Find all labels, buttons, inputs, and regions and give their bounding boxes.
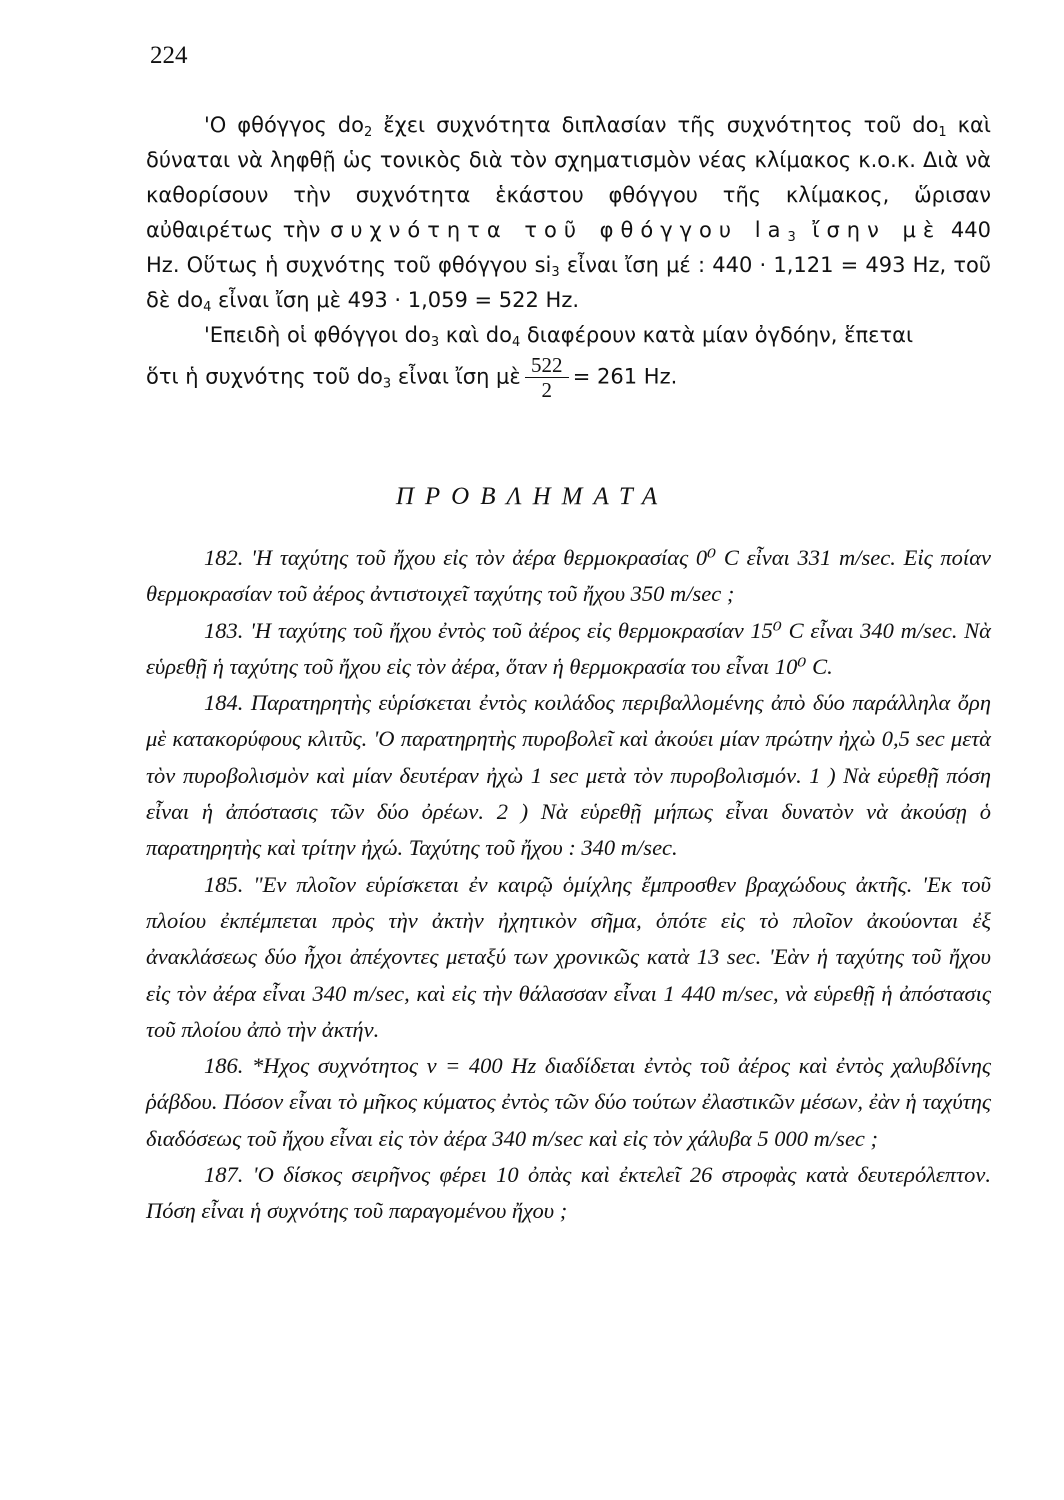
problem-186: 186. *Ηχος συχνότητος ν = 400 Hz διαδίδεται ἐντὸς τοῦ ἀέρος καὶ ἐντὸς χαλυβδίνης ῥάβδου. Πόσον εἶναι τὸ μῆκος κύματος ἐντὸς τῶν δύο τούτων ἐλαστικῶν μέσων, ἐὰν ἡ ταχύτης διαδόσεως τοῦ ἤχου εἶναι εἰς τὸν ἀέρα 340 m/sec καὶ εἰς τὸν χάλυβα 5 000 m/sec ; xyxy=(146,1053,991,1151)
problem-187: 187. 'Ο δίσκος σειρῆνος φέρει 10 ὀπὰς καὶ ἐκτελεῖ 26 στροφὰς κατὰ δευτερόλεπτον. Πόση εἶναι ἡ συχνότης τοῦ παραγομένου ἤχου ; xyxy=(146,1162,991,1224)
fraction-numerator: 522 xyxy=(525,353,569,378)
page-number: 224 xyxy=(150,42,188,69)
problems-list xyxy=(146,540,991,1230)
section-heading: ΠΡΟΒΛΗΜΑΤΑ xyxy=(395,483,669,510)
intro-paragraph-1: 'Ο φθόγγος $do_2$ ἔχει συχνότητα διπλασίαν τῆς συχνότητος τοῦ $do_1$ καὶ δύναται νὰ ληφθῇ ὡς τονικὸς διὰ τὸν σχηματισμὸν νέας κλίμακος κ.ο.κ. Διὰ νὰ καθορίσουν τὴν συχνότητα ἑκάστου φθόγγου τῆς κλίμακος, ὥρισαν αὐθαιρέτως τὴν συχνότητα τοῦ φθόγγου $la_3$ ἴσην μὲ 440 Hz. Οὕτως ἡ συχνότης τοῦ φθόγγου $si_3$ εἶναι ἴση μέ : 440 · 1,121 = 493 Hz, τοῦ δὲ $do_4$ εἶναι ἴση μὲ 493 · 1,059 = 522 Hz. xyxy=(146,113,991,315)
problem-184: 184. Παρατηρητὴς εὑρίσκεται ἐντὸς κοιλάδος περιβαλλομένης ἀπὸ δύο παράλληλα ὄρη μὲ κατακορύφους κλιτῦς. 'Ο παρατηρητὴς πυροβολεῖ καὶ ἀκούει μίαν πρώτην ἠχὼ 0,5 sec μετὰ τὸν πυροβολισμὸν καὶ μίαν δευτέραν ἠχὼ 1 sec μετὰ τὸν πυροβολισμόν. 1 ) Νὰ εὑρεθῇ πόση εἶναι ἡ ἀπόστασις τῶν δύο ὀρέων. 2 ) Νὰ εὑρεθῇ μήπως εἶναι δυνατὸν νὰ ἀκούσῃ ὁ παρατηρητὴς καὶ τρίτην ἠχώ. Ταχύτης τοῦ ἤχου : 340 m/sec. xyxy=(146,690,991,861)
problem-185: 185. "Εν πλοῖον εὑρίσκεται ἐν καιρῷ ὁμίχλης ἔμπροσθεν βραχώδους ἀκτῆς. 'Εκ τοῦ πλοίου ἐκπέμπεται πρὸς τὴν ἀκτὴν ἠχητικὸν σῆμα, ὁπότε εἰς τὸ πλοῖον ἀκούονται ἐξ ἀνακλάσεως δύο ἦχοι ἀπέχοντες μεταξύ των χρονικῶς κατὰ 13 sec. 'Εὰν ἡ ταχύτης τοῦ ἤχου εἰς τὸν ἀέρα εἶναι 340 m/sec, καὶ εἰς τὴν θάλασσαν εἶναι 1 440 m/sec, νὰ εὑρεθῇ ἡ ἀπόστασις τοῦ πλοίου ἀπὸ τὴν ἀκτήν. xyxy=(146,871,991,1042)
intro-paragraph-2: 'Επειδὴ οἱ φθόγγοι $do_3$ καὶ $do_4$ διαφέρουν κατὰ μίαν ὀγδόην, ἕπεται xyxy=(204,323,914,350)
intro-equation-line: ὅτι ἡ συχνότης τοῦ $do_3$ εἶναι ἴση μὲ $\frac{522}{2}$ = 261 Hz. xyxy=(146,353,678,402)
intro-text xyxy=(146,108,991,402)
problem-182: 182. 'Η ταχύτης τοῦ ἤχου εἰς τὸν ἀέρα θερμοκρασίας 0⁰ C εἶναι 331 m/sec. Εἰς ποίαν θερμοκρασίαν τοῦ ἀέρος ἀντιστοιχεῖ ταχύτης τοῦ ἤχου 350 m/sec ; xyxy=(146,545,991,607)
fraction xyxy=(525,353,569,402)
problem-183: 183. 'Η ταχύτης τοῦ ἤχου ἐντὸς τοῦ ἀέρος εἰς θερμοκρασίαν 15⁰ C εἶναι 340 m/sec. Νὰ εὑρεθῇ ἡ ταχύτης τοῦ ἤχου εἰς τὸν ἀέρα, ὅταν ἡ θερμοκρασία του εἶναι 10⁰ C. xyxy=(146,617,991,679)
fraction-denominator: 2 xyxy=(541,378,553,402)
